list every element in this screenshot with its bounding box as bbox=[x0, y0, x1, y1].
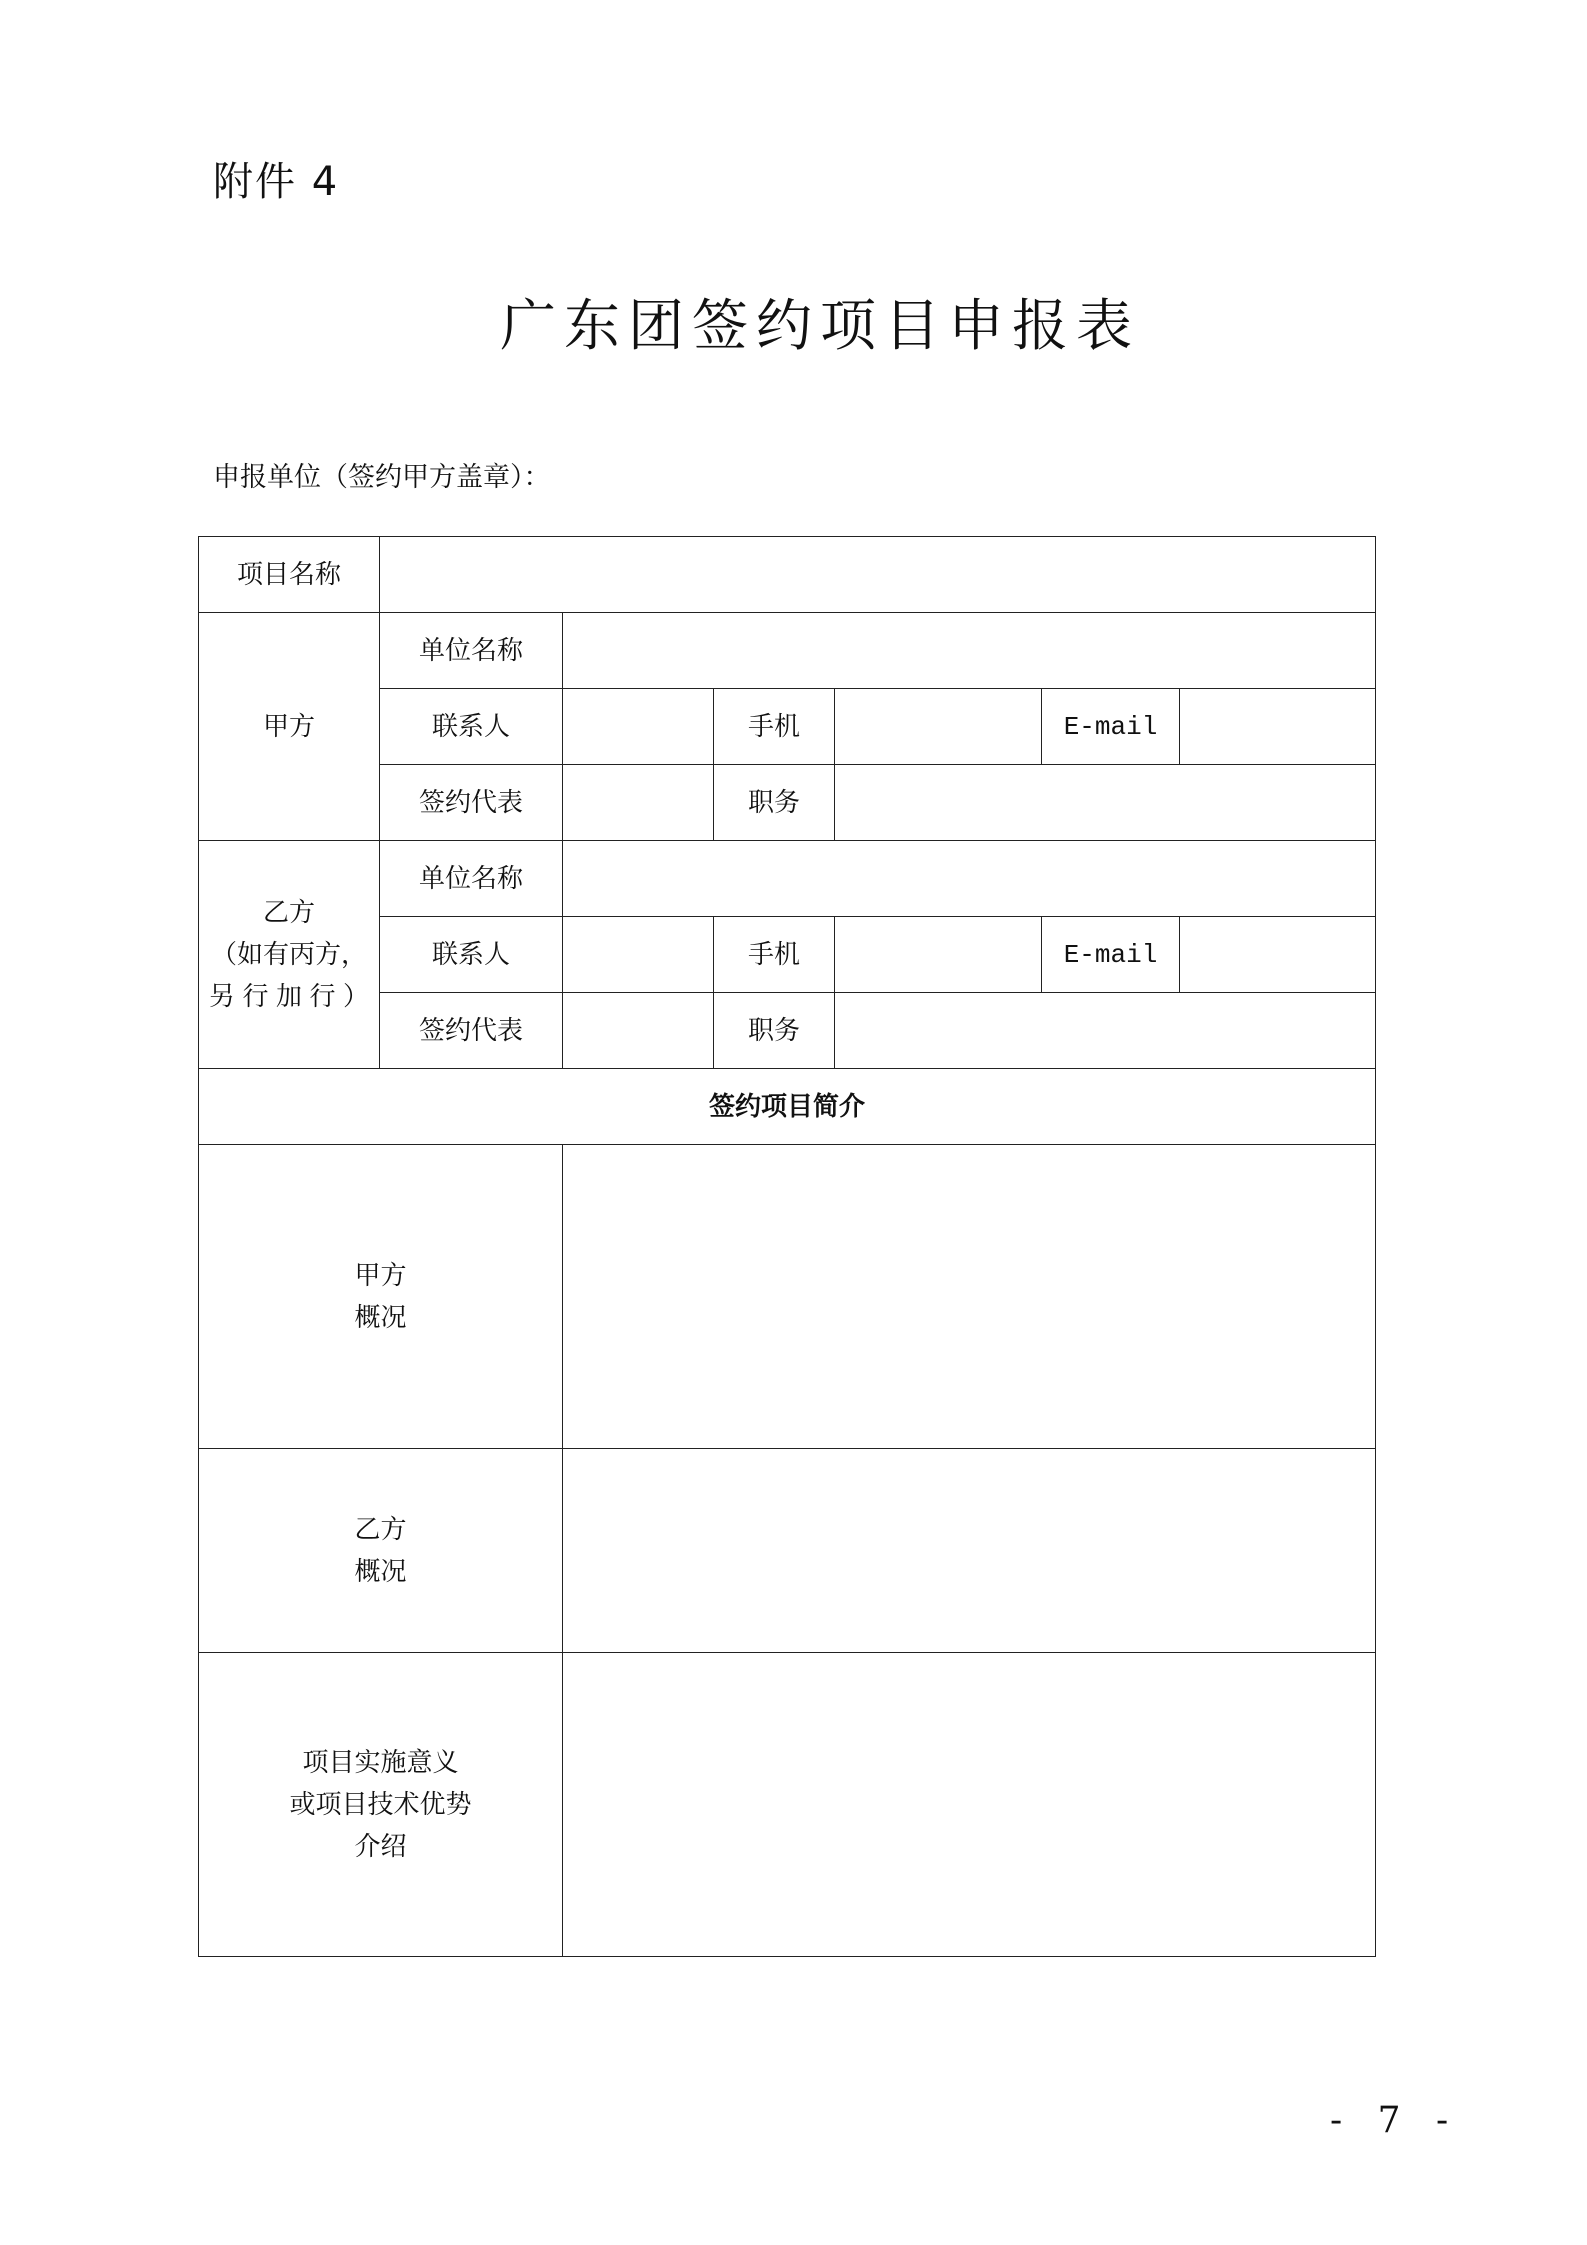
party-b-overview-label bbox=[199, 1449, 563, 1653]
row-party-a-unit bbox=[199, 613, 1376, 689]
significance-field[interactable] bbox=[563, 1653, 1376, 1957]
party-b-signer-field[interactable] bbox=[563, 993, 714, 1069]
party-a-contact-field[interactable] bbox=[563, 689, 714, 765]
attachment-label: 附件 4 bbox=[213, 159, 340, 205]
page-number: - 7 - bbox=[1330, 2100, 1461, 2141]
project-name-label: 项目名称 bbox=[199, 537, 380, 613]
party-b-email-label: E-mail bbox=[1042, 917, 1180, 993]
row-significance bbox=[199, 1653, 1376, 1957]
party-b-unit-name-field[interactable] bbox=[563, 841, 1376, 917]
party-b-phone-field[interactable] bbox=[835, 917, 1042, 993]
party-b-overview-line1: 乙方 bbox=[354, 1514, 407, 1545]
party-a-email-label: E-mail bbox=[1042, 689, 1180, 765]
party-a-overview-line1: 甲方 bbox=[354, 1260, 407, 1291]
party-a-overview-line2: 概况 bbox=[354, 1302, 407, 1333]
party-a-email-field[interactable] bbox=[1180, 689, 1376, 765]
party-a-unit-name-field[interactable] bbox=[563, 613, 1376, 689]
significance-line3: 介绍 bbox=[354, 1831, 407, 1862]
row-party-a-overview bbox=[199, 1145, 1376, 1449]
party-a-phone-field[interactable] bbox=[835, 689, 1042, 765]
party-b-contact-field[interactable] bbox=[563, 917, 714, 993]
party-b-signer-label: 签约代表 bbox=[380, 993, 563, 1069]
party-a-phone-label: 手机 bbox=[714, 689, 835, 765]
party-b-contact-label: 联系人 bbox=[380, 917, 563, 993]
significance-label bbox=[199, 1653, 563, 1957]
applicant-unit-label: 申报单位（签约甲方盖章）： bbox=[213, 462, 551, 493]
row-project-name bbox=[199, 537, 1376, 613]
party-a-unit-name-label: 单位名称 bbox=[380, 613, 563, 689]
intro-section-title: 签约项目简介 bbox=[199, 1069, 1376, 1145]
party-b-label-cell bbox=[199, 841, 380, 1069]
application-form-table bbox=[198, 536, 1376, 1957]
party-b-overview-field[interactable] bbox=[563, 1449, 1376, 1653]
party-a-label: 甲方 bbox=[199, 613, 380, 841]
row-party-b-overview bbox=[199, 1449, 1376, 1653]
party-b-position-label: 职务 bbox=[714, 993, 835, 1069]
row-party-b-unit bbox=[199, 841, 1376, 917]
row-intro-title bbox=[199, 1069, 1376, 1145]
party-a-signer-label: 签约代表 bbox=[380, 765, 563, 841]
significance-line1: 项目实施意义 bbox=[302, 1747, 459, 1778]
party-a-signer-field[interactable] bbox=[563, 765, 714, 841]
party-b-email-field[interactable] bbox=[1180, 917, 1376, 993]
party-b-overview-line2: 概况 bbox=[354, 1556, 407, 1587]
party-b-phone-label: 手机 bbox=[714, 917, 835, 993]
project-name-field[interactable] bbox=[380, 537, 1376, 613]
significance-line2: 或项目技术优势 bbox=[289, 1789, 472, 1820]
party-a-position-field[interactable] bbox=[835, 765, 1376, 841]
party-a-contact-label: 联系人 bbox=[380, 689, 563, 765]
party-b-unit-name-label: 单位名称 bbox=[380, 841, 563, 917]
page-title: 广东团签约项目申报表 bbox=[500, 294, 1140, 359]
party-a-position-label: 职务 bbox=[714, 765, 835, 841]
party-b-label: 乙方 bbox=[262, 897, 315, 928]
party-b-note: （如有丙方，另行加行） bbox=[209, 939, 369, 1012]
party-a-overview-field[interactable] bbox=[563, 1145, 1376, 1449]
party-a-overview-label bbox=[199, 1145, 563, 1449]
party-b-position-field[interactable] bbox=[835, 993, 1376, 1069]
